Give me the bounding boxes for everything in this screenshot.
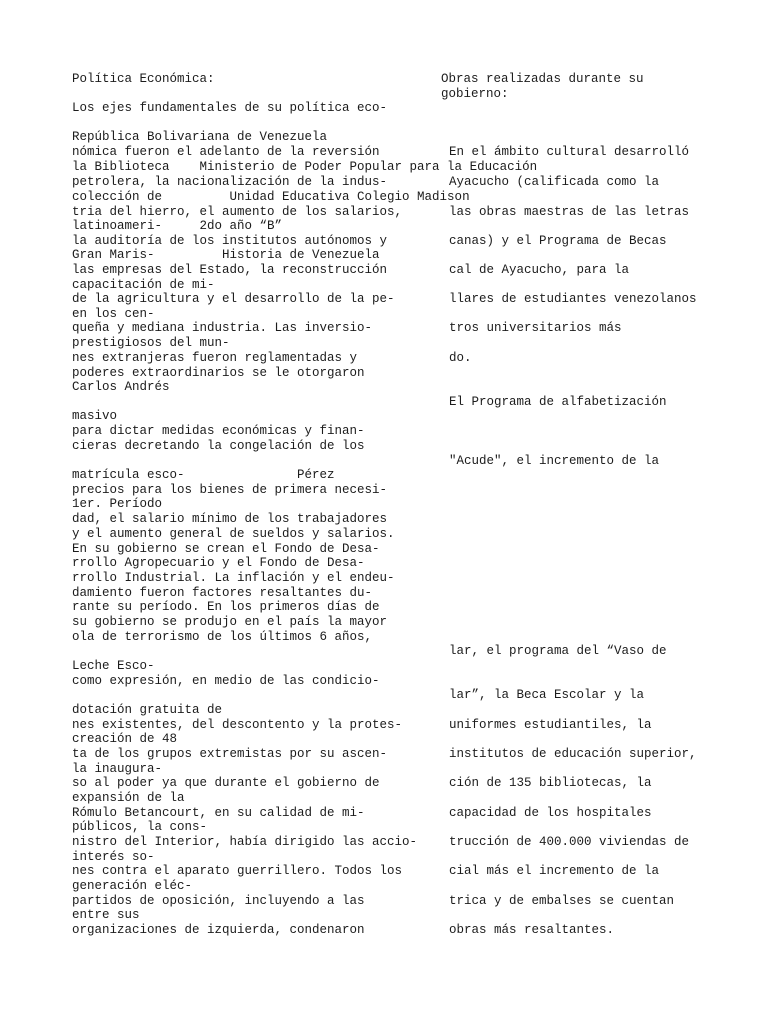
text-line: ola de terrorismo de los últimos 6 años, <box>72 630 373 644</box>
text-line: El Programa de alfabetización <box>449 395 667 409</box>
text-line: uniformes estudiantiles, la <box>449 718 652 732</box>
text-line: las obras maestras de las letras <box>449 205 690 219</box>
text-line: nes contra el aparato guerrillero. Todos los <box>72 864 403 878</box>
text-line: Gran Maris- Historia de Venezuela <box>72 248 380 262</box>
section-heading: Obras realizadas durante su <box>441 72 644 86</box>
text-line: 1er. Período <box>72 497 163 511</box>
text-line: dotación gratuita de <box>72 703 223 717</box>
text-line: prestigiosos del mun- <box>72 336 230 350</box>
text-line: llares de estudiantes venezolanos <box>449 292 697 306</box>
text-line: entre sus <box>72 908 140 922</box>
text-line: latinoameri- 2do año “B” <box>72 219 283 233</box>
text-line: Leche Esco- <box>72 659 155 673</box>
section-heading: Política Económica: <box>72 72 215 86</box>
text-line: organizaciones de izquierda, condenaron <box>72 923 365 937</box>
text-line: la Biblioteca Ministerio de Poder Popular para la Educación <box>72 160 538 174</box>
text-line: capacitación de mi- <box>72 278 215 292</box>
text-line: ta de los grupos extremistas por su ascen- <box>72 747 388 761</box>
text-line: matrícula esco- Pérez <box>72 468 335 482</box>
text-line: cieras decretando la congelación de los <box>72 439 365 453</box>
text-line: dad, el salario mínimo de los trabajadores <box>72 512 388 526</box>
text-line: de la agricultura y el desarrollo de la pe- <box>72 292 395 306</box>
text-line: rante su período. En los primeros días de <box>72 600 380 614</box>
text-line: su gobierno se produjo en el país la mayor <box>72 615 388 629</box>
text-line: creación de 48 <box>72 732 178 746</box>
text-line: expansión de la <box>72 791 185 805</box>
text-line: do. <box>449 351 472 365</box>
text-line: partidos de oposición, incluyendo a las <box>72 894 365 908</box>
text-line: la auditoría de los institutos autónomos y <box>72 234 388 248</box>
text-line: Ayacucho (calificada como la <box>449 175 660 189</box>
text-line: En su gobierno se crean el Fondo de Desa- <box>72 542 380 556</box>
text-line: nes extranjeras fueron reglamentadas y <box>72 351 358 365</box>
text-line: cial más el incremento de la <box>449 864 660 878</box>
text-line: petrolera, la nacionalización de la indus- <box>72 175 388 189</box>
text-line: tros universitarios más <box>449 321 622 335</box>
text-line: interés so- <box>72 850 155 864</box>
text-line: poderes extraordinarios se le otorgaron <box>72 366 365 380</box>
text-line: Carlos Andrés <box>72 380 170 394</box>
text-line: precios para los bienes de primera necesi- <box>72 483 388 497</box>
text-line: nistro del Interior, había dirigido las accio- <box>72 835 418 849</box>
text-line: Rómulo Betancourt, en su calidad de mi- <box>72 806 365 820</box>
text-line: colección de Unidad Educativa Colegio Madison <box>72 190 470 204</box>
text-line: generación eléc- <box>72 879 193 893</box>
text-line: obras más resaltantes. <box>449 923 615 937</box>
text-line: Los ejes fundamentales de su política eco- <box>72 101 388 115</box>
text-line: ción de 135 bibliotecas, la <box>449 776 652 790</box>
text-line: lar”, la Beca Escolar y la <box>449 688 645 702</box>
text-line: so al poder ya que durante el gobierno de <box>72 776 380 790</box>
text-line: nómica fueron el adelanto de la reversión <box>72 145 380 159</box>
text-line: públicos, la cons- <box>72 820 208 834</box>
text-line: queña y mediana industria. Las inversio- <box>72 321 373 335</box>
text-line: para dictar medidas económicas y finan- <box>72 424 365 438</box>
section-heading: gobierno: <box>441 87 509 101</box>
text-line: nes existentes, del descontento y la protes- <box>72 718 403 732</box>
text-line: y el aumento general de sueldos y salarios. <box>72 527 395 541</box>
text-line: las empresas del Estado, la reconstrucción <box>72 263 388 277</box>
text-line: masivo <box>72 409 118 423</box>
text-line: trica y de embalses se cuentan <box>449 894 675 908</box>
text-line: cal de Ayacucho, para la <box>449 263 630 277</box>
text-line: capacidad de los hospitales <box>449 806 652 820</box>
text-line: en los cen- <box>72 307 155 321</box>
text-line: canas) y el Programa de Becas <box>449 234 667 248</box>
text-line: damiento fueron factores resaltantes du- <box>72 586 373 600</box>
text-line: rrollo Agropecuario y el Fondo de Desa- <box>72 556 365 570</box>
text-line: como expresión, en medio de las condicio- <box>72 674 380 688</box>
text-line: tria del hierro, el aumento de los salarios, <box>72 205 403 219</box>
text-line: En el ámbito cultural desarrolló <box>449 145 690 159</box>
text-line: República Bolivariana de Venezuela <box>72 130 328 144</box>
text-line: lar, el programa del “Vaso de <box>449 644 667 658</box>
text-line: rrollo Industrial. La inflación y el endeu- <box>72 571 395 585</box>
text-line: institutos de educación superior, <box>449 747 697 761</box>
text-line: "Acude", el incremento de la <box>449 454 660 468</box>
text-line: la inaugura- <box>72 762 163 776</box>
text-line: trucción de 400.000 viviendas de <box>449 835 690 849</box>
